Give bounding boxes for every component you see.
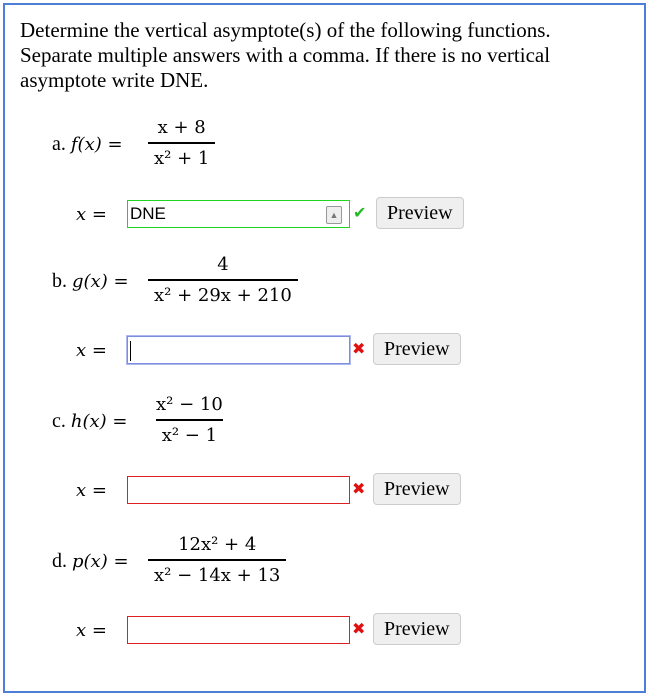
x-icon: ✖ — [352, 619, 366, 638]
problem-c — [0, 392, 649, 532]
preview-button-c[interactable]: Preview — [373, 473, 461, 505]
answer-input-c[interactable] — [127, 476, 350, 504]
answer-input-b[interactable] — [127, 336, 350, 364]
problem-label — [52, 133, 123, 156]
x-icon: ✖ — [352, 479, 366, 498]
function-name: f(x) = — [70, 134, 123, 155]
problem-label — [52, 410, 127, 433]
numerator: x + 8 — [157, 117, 206, 138]
input-value: DNE — [130, 204, 166, 223]
answer-prefix: x = — [76, 620, 107, 641]
check-icon: ✔ — [353, 203, 367, 222]
text-caret — [130, 341, 131, 361]
answer-prefix: x = — [76, 204, 107, 225]
numerator: 4 — [217, 254, 229, 275]
denominator: x² + 1 — [148, 142, 215, 169]
problem-label — [52, 550, 129, 573]
answer-prefix: x = — [76, 340, 107, 361]
fraction — [148, 534, 286, 586]
problem-b — [0, 252, 649, 392]
letter: d. — [52, 550, 67, 572]
fraction — [148, 254, 298, 306]
preview-button-d[interactable]: Preview — [373, 613, 461, 645]
denominator: x² − 14x + 13 — [148, 559, 286, 586]
function-name: h(x) = — [70, 411, 128, 432]
function-name: g(x) = — [72, 271, 129, 292]
problem-label — [52, 270, 129, 293]
answer-input-d[interactable] — [127, 616, 350, 644]
x-icon: ✖ — [352, 339, 366, 358]
denominator: x² − 1 — [156, 419, 223, 446]
letter: c. — [52, 410, 66, 432]
numerator: 12x² + 4 — [178, 534, 257, 555]
keyboard-icon[interactable]: ▲ — [326, 206, 342, 224]
denominator: x² + 29x + 210 — [148, 279, 298, 306]
problem-a — [0, 115, 649, 255]
problem-d — [0, 532, 649, 672]
letter: a. — [52, 133, 66, 155]
preview-button-a[interactable]: Preview — [376, 197, 464, 229]
answer-prefix: x = — [76, 480, 107, 501]
instructions: Determine the vertical asymptote(s) of the following functions. Separate multiple answers with a comma. If there is no vertical asymptote write DNE. — [20, 18, 551, 92]
numerator: x² − 10 — [156, 394, 223, 415]
letter: b. — [52, 270, 67, 292]
fraction — [148, 117, 215, 169]
answer-input-a[interactable] — [127, 200, 350, 228]
fraction — [150, 394, 229, 446]
function-name: p(x) = — [72, 551, 129, 572]
preview-button-b[interactable]: Preview — [373, 333, 461, 365]
